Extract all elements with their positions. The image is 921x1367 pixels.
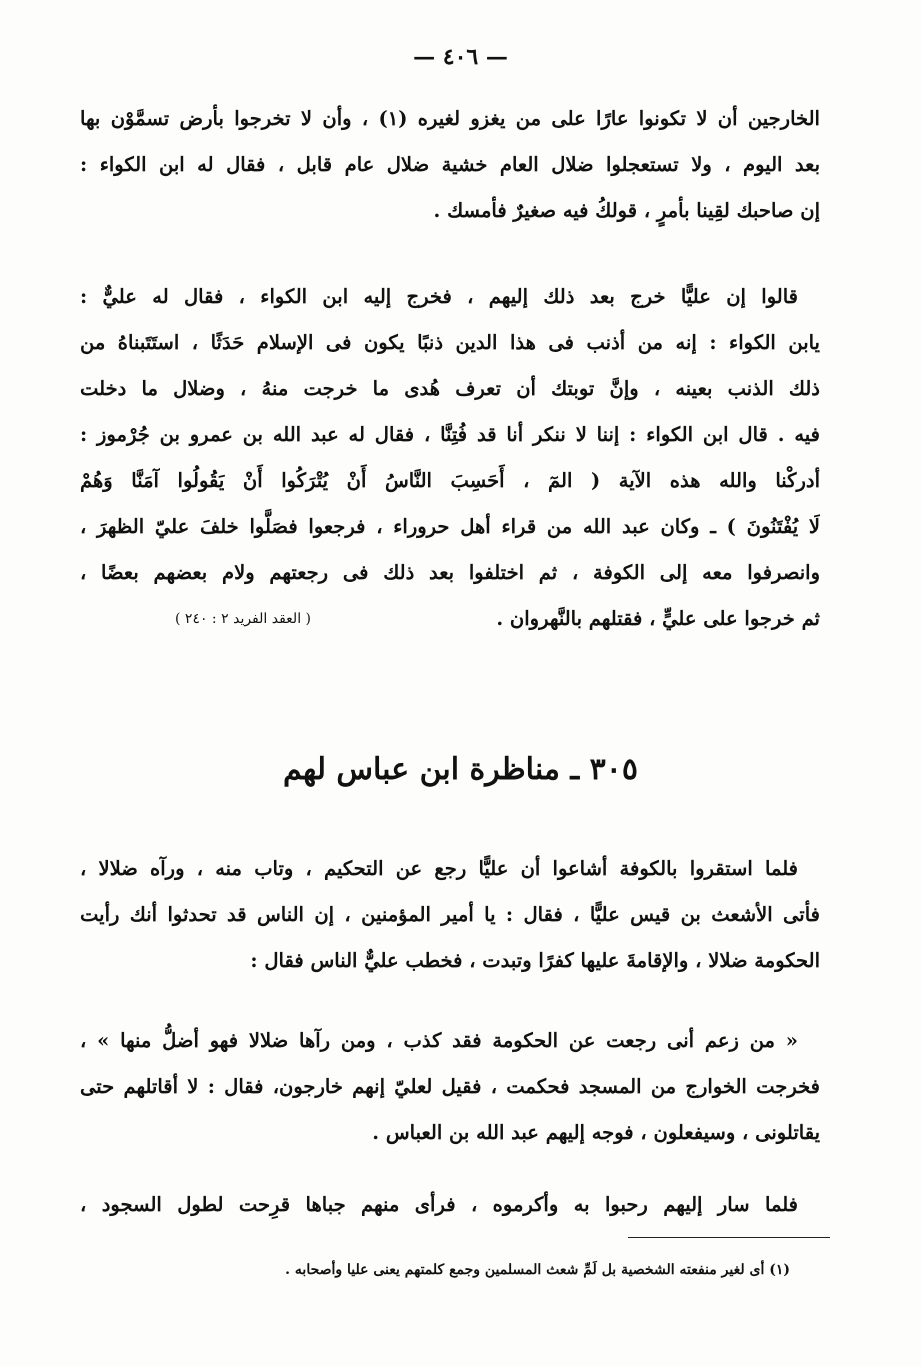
text-line: الخارجين أن لا تكونوا عارًا على من يغزو لغيره (١) ، وأن لا تخرجوا بأرض تسمَّوْن بها bbox=[80, 107, 820, 130]
text-line: فلما استقروا بالكوفة أشاعوا أن عليًّا رجع عن التحكيم ، وتاب منه ، ورآه ضلالا ، bbox=[80, 857, 798, 880]
paragraph-3 bbox=[80, 846, 820, 984]
text-line: بعد اليوم ، ولا تستعجلوا ضلال العام خشية ضلال عام قابل ، فقال له ابن الكواء : bbox=[80, 153, 820, 176]
page-number: — ٤٠٦ — bbox=[413, 44, 508, 70]
paragraph-1 bbox=[80, 96, 820, 234]
text-line: إن صاحبك لقِينا بأمرٍ ، قولكُ فيه صغيرٌ فأمسك . bbox=[433, 199, 820, 222]
text-line: « من زعم أنى رجعت عن الحكومة فقد كذب ، ومن رآها ضلالا فهو أضلُّ منها » ، bbox=[80, 1029, 798, 1052]
source-citation: ( العقد الفريد ٢ : ٢٤٠ ) bbox=[175, 611, 311, 627]
text-line: فخرجت الخوارج من المسجد فحكمت ، فقيل لعليّ إنهم خارجون، فقال : لا أقاتلهم حتى bbox=[80, 1075, 820, 1098]
paragraph-5 bbox=[80, 1182, 820, 1228]
text-line: فيه . قال ابن الكواء : إننا لا ننكر أنا قد فُتِنَّا ، فقال له عبد الله بن عمرو بن جُرْموز : bbox=[80, 423, 820, 446]
footnote: (١) أى لغير منفعته الشخصية بل لَمِّ شعث المسلمين وجمع كلمتهم يعنى عليا وأصحابه . bbox=[285, 1262, 790, 1278]
text-line: فلما سار إليهم رحبوا به وأكرموه ، فرأى منهم جباها قرِحت لطول السجود ، bbox=[80, 1193, 798, 1216]
text-line: أدركْنا والله هذه الآية ( المٓ ، أَحَسِبَ النَّاسُ أَنْ يُتْرَكُوا أَنْ يَقُولُوا آمَنَّا وَهُمْ bbox=[80, 469, 820, 492]
text-line: يقاتلونى ، وسيفعلون ، فوجه إليهم عبد الله بن العباس . bbox=[372, 1121, 820, 1144]
section-title: ٣٠٥ ـ مناظرة ابن عباس لهم bbox=[283, 752, 638, 787]
text-line: الحكومة ضلالا ، والإقامةَ عليها كفرًا وتبدت ، فخطب عليٌّ الناس فقال : bbox=[250, 949, 820, 972]
text-line: ثم خرجوا على عليٍّ ، فقتلهم بالنَّهروان . bbox=[496, 607, 820, 630]
text-line-with-citation bbox=[80, 596, 820, 642]
text-line: يابن الكواء : إنه من أذنب فى هذا الدين ذنبًا يكون فى الإسلام حَدَثًا ، استَتَبناهُ من bbox=[80, 331, 820, 354]
text-line: فأتى الأشعث بن قيس عليًّا ، فقال : يا أمير المؤمنين ، إن الناس قد تحدثوا أنك رأيت bbox=[80, 903, 820, 926]
footnote-divider bbox=[628, 1237, 830, 1238]
text-line: وانصرفوا معه إلى الكوفة ، ثم اختلفوا بعد ذلك فى رجعتهم ولام بعضهم بعضًا ، bbox=[80, 561, 820, 584]
text-line: قالوا إن عليًّا خرج بعد ذلك إليهم ، فخرج إليه ابن الكواء ، فقال له عليٌّ : bbox=[80, 285, 798, 308]
text-line: ذلك الذنب بعينه ، وإنَّ توبتك أن تعرف هُدى ما خرجت منهُ ، وضلال ما دخلت bbox=[80, 377, 820, 400]
paragraph-4 bbox=[80, 1018, 820, 1156]
paragraph-2 bbox=[80, 274, 820, 642]
text-line: لَا يُفْتَنُونَ ) ـ وكان عبد الله من قراء أهل حروراء ، فرجعوا فصَلَّوا خلفَ عليّ الظهرَ ، bbox=[80, 515, 820, 538]
